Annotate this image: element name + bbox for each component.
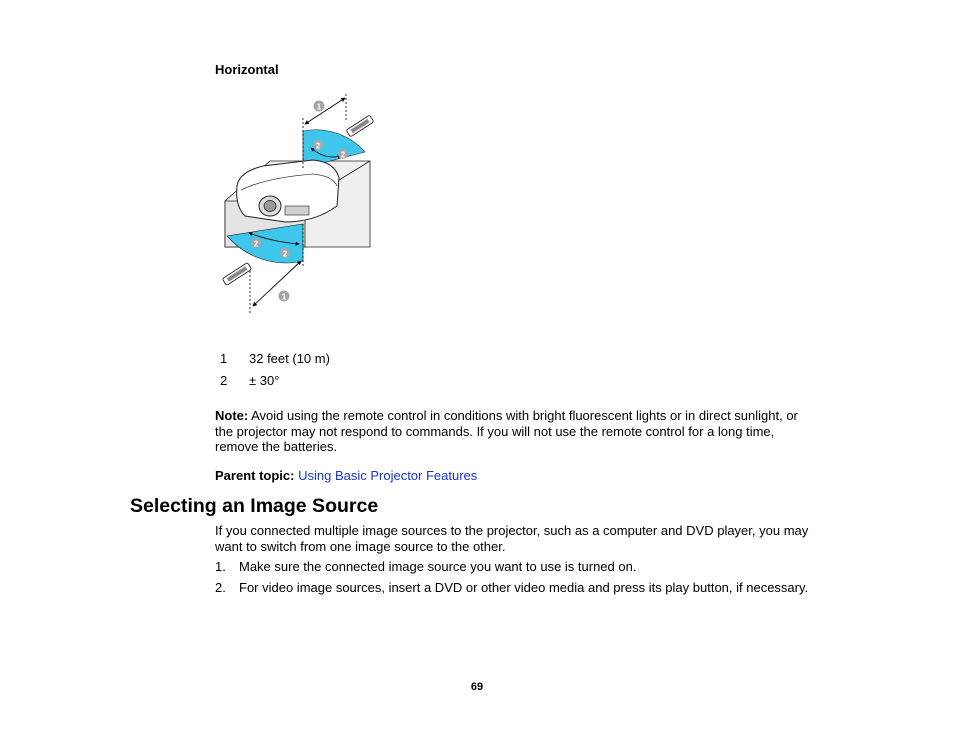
projector: [237, 160, 339, 222]
upper-distance-arrow: [305, 98, 345, 124]
svg-text:2: 2: [253, 239, 259, 249]
svg-text:2: 2: [340, 150, 346, 160]
step-number-1: 1.: [215, 559, 226, 574]
svg-text:2: 2: [282, 249, 288, 259]
step-number-2: 2.: [215, 580, 226, 595]
callout-1-lower: [279, 291, 290, 302]
step-text-1: Make sure the connected image source you want to use is turned on.: [239, 559, 637, 574]
section-title: Selecting an Image Source: [130, 495, 379, 517]
svg-text:1: 1: [281, 292, 287, 302]
legend-text-2: ± 30°: [249, 373, 280, 388]
upper-remote-icon: [346, 115, 374, 137]
svg-text:1: 1: [316, 102, 322, 112]
lower-remote-icon: [222, 262, 252, 285]
step-text-2: For video image sources, insert a DVD or other video media and press its play button, if necessary.: [239, 580, 809, 595]
svg-text:2: 2: [315, 141, 321, 151]
legend-number-1: 1: [220, 351, 228, 366]
note-paragraph: [215, 408, 815, 455]
remote-range-illustration: [215, 86, 380, 318]
section-intro: If you connected multiple image sources to the projector, such as a computer and DVD player, you may want to switch from one image source to the other.: [215, 523, 809, 554]
lower-distance-arrow: [253, 261, 301, 306]
page-number: 69: [470, 681, 484, 693]
parent-topic-label: Parent topic:: [215, 468, 295, 483]
callout-1-upper: [314, 101, 325, 112]
note-text: Avoid using the remote control in conditions with bright fluorescent lights or in direct sunlight, or the projector may not respond to commands. If you will not use the remote control for a long time, remove the batteries.: [215, 408, 798, 454]
parent-topic: [215, 468, 477, 483]
parent-topic-link[interactable]: Using Basic Projector Features: [298, 468, 478, 483]
legend-text-1: 32 feet (10 m): [249, 351, 330, 366]
note-label: Note:: [215, 408, 249, 423]
figure-heading: Horizontal: [215, 62, 279, 77]
legend-number-2: 2: [220, 373, 228, 388]
